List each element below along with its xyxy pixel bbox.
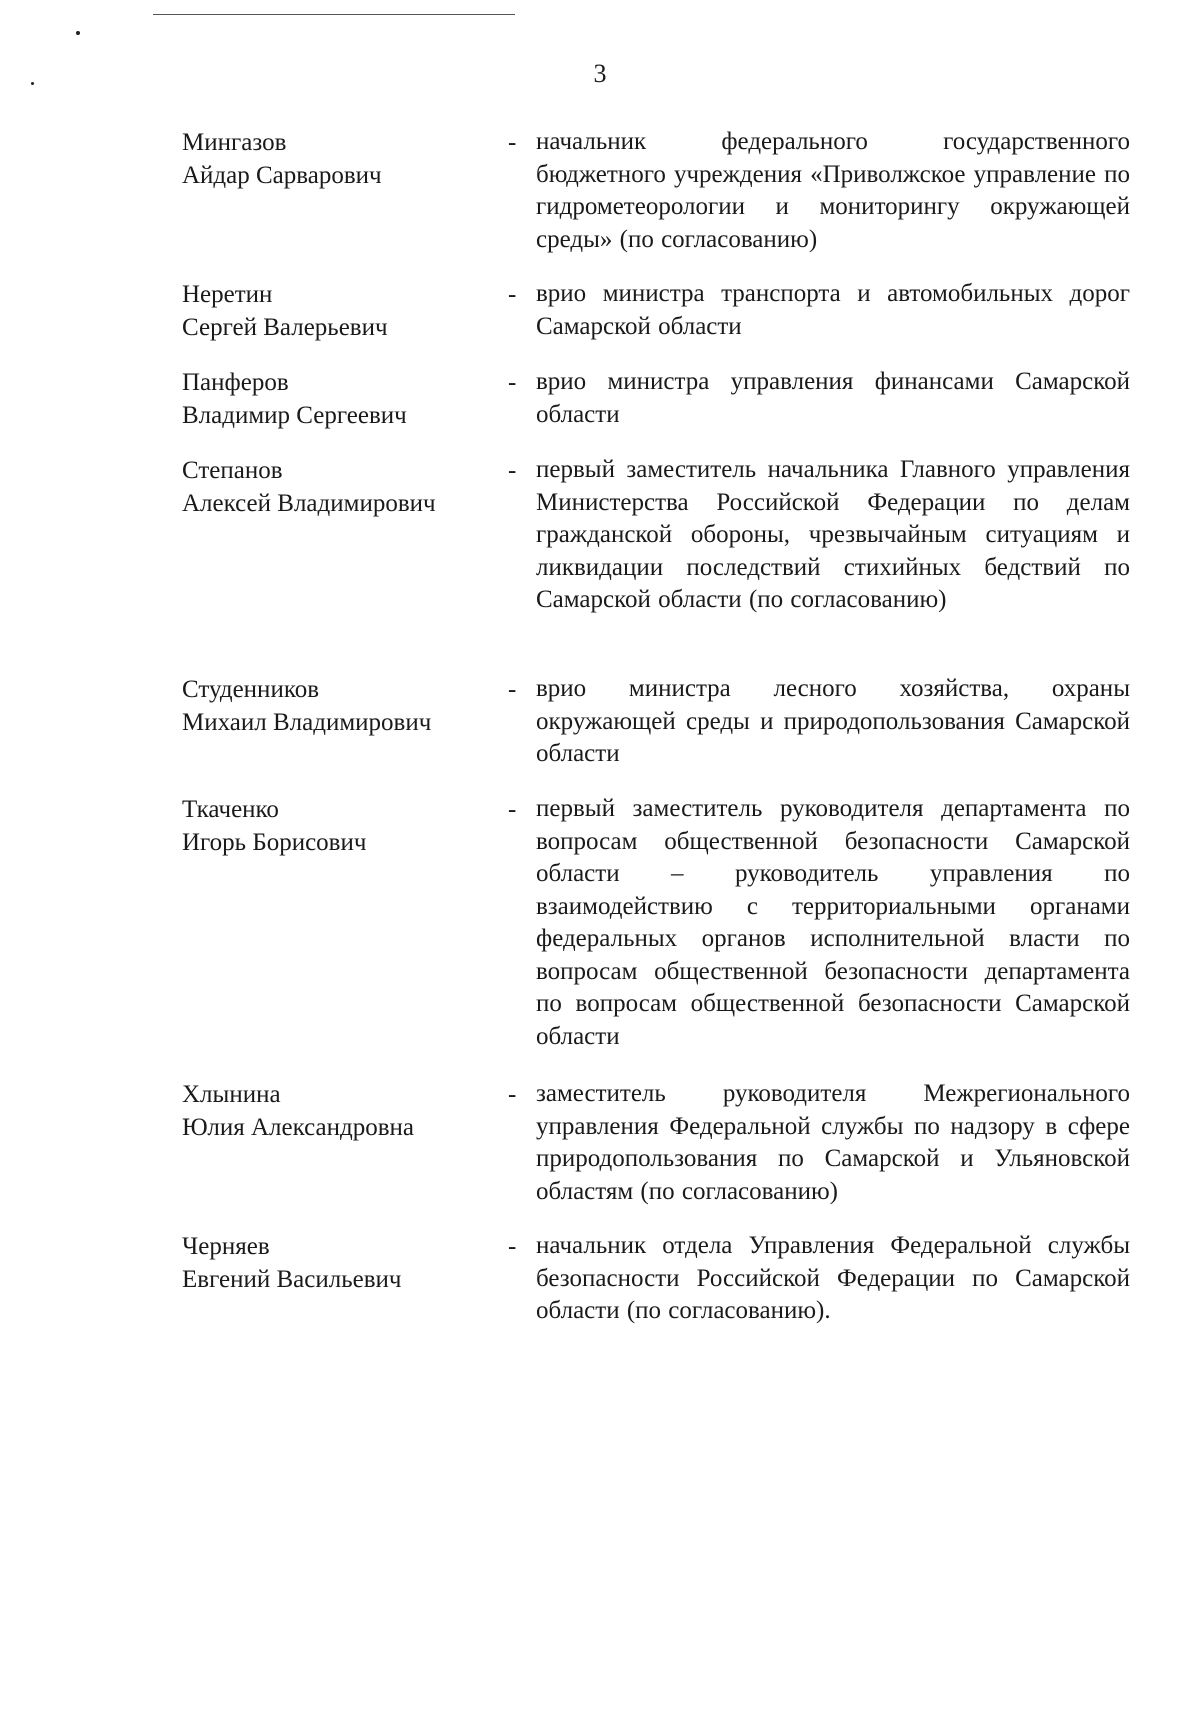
member-name (182, 454, 482, 520)
member-surname: Неретин (182, 281, 273, 308)
member-position: врио министра лесного хозяйства, охраны окружающей среды и природопользования Самарской области (536, 675, 1130, 767)
separator-dash: - (508, 369, 517, 396)
member-position: врио министра управления финансами Самарской области (536, 368, 1130, 428)
member-surname: Мингазов (182, 129, 287, 156)
member-given-names: Алексей Владимирович (182, 490, 436, 517)
separator-dash: - (508, 129, 517, 156)
separator-dash: - (508, 1081, 517, 1108)
member-given-names: Игорь Борисович (182, 829, 367, 856)
scan-speck (76, 31, 80, 35)
member-position: заместитель руководителя Межрегионального управления Федеральной службы по надзору в сфере природопользования по Самарской и Ульяновской областям (по согласованию) (536, 1080, 1130, 1205)
member-position: первый заместитель руководителя департамента по вопросам общественной безопасности Самарской области – руководитель управления по взаимодействию с территориальными органами федеральных органов исполнительной власти по вопросам общественной безопасности департамента по вопросам общественной безопасности Самарской области (536, 795, 1130, 1050)
member-position: врио министра транспорта и автомобильных дорог Самарской области (536, 280, 1130, 340)
member-given-names: Евгений Васильевич (182, 1266, 402, 1293)
member-surname: Ткаченко (182, 796, 279, 823)
member-position: начальник федерального государственного бюджетного учреждения «Приволжское управление по гидрометеорологии и мониторингу окружающей среды» (по согласованию) (536, 128, 1130, 253)
member-given-names: Михаил Владимирович (182, 709, 432, 736)
separator-dash: - (508, 676, 517, 703)
member-name (182, 366, 482, 432)
member-name (182, 1078, 482, 1144)
member-given-names: Сергей Валерьевич (182, 314, 388, 341)
member-surname: Черняев (182, 1233, 270, 1260)
member-name (182, 1230, 482, 1296)
member-surname: Студенников (182, 676, 319, 703)
member-surname: Степанов (182, 457, 283, 484)
member-surname: Хлынина (182, 1081, 281, 1108)
page-number: 3 (593, 59, 607, 88)
member-given-names: Владимир Сергеевич (182, 402, 407, 429)
member-name (182, 278, 482, 344)
member-position: начальник отдела Управления Федеральной службы безопасности Российской Федерации по Самарской области (по согласованию). (536, 1232, 1130, 1324)
member-name (182, 793, 482, 859)
scan-edge-line (153, 14, 515, 15)
separator-dash: - (508, 1233, 517, 1260)
member-surname: Панферов (182, 369, 289, 396)
member-position: первый заместитель начальника Главного управления Министерства Российской Федерации по делам гражданской обороны, чрезвычайным ситуациям и ликвидации последствий стихийных бедствий по Самарской области (по согласованию) (536, 456, 1130, 613)
member-name (182, 673, 482, 739)
member-given-names: Айдар Сарварович (182, 162, 382, 189)
separator-dash: - (508, 281, 517, 308)
separator-dash: - (508, 796, 517, 823)
member-given-names: Юлия Александровна (182, 1114, 414, 1141)
separator-dash: - (508, 457, 517, 484)
member-name (182, 126, 482, 192)
